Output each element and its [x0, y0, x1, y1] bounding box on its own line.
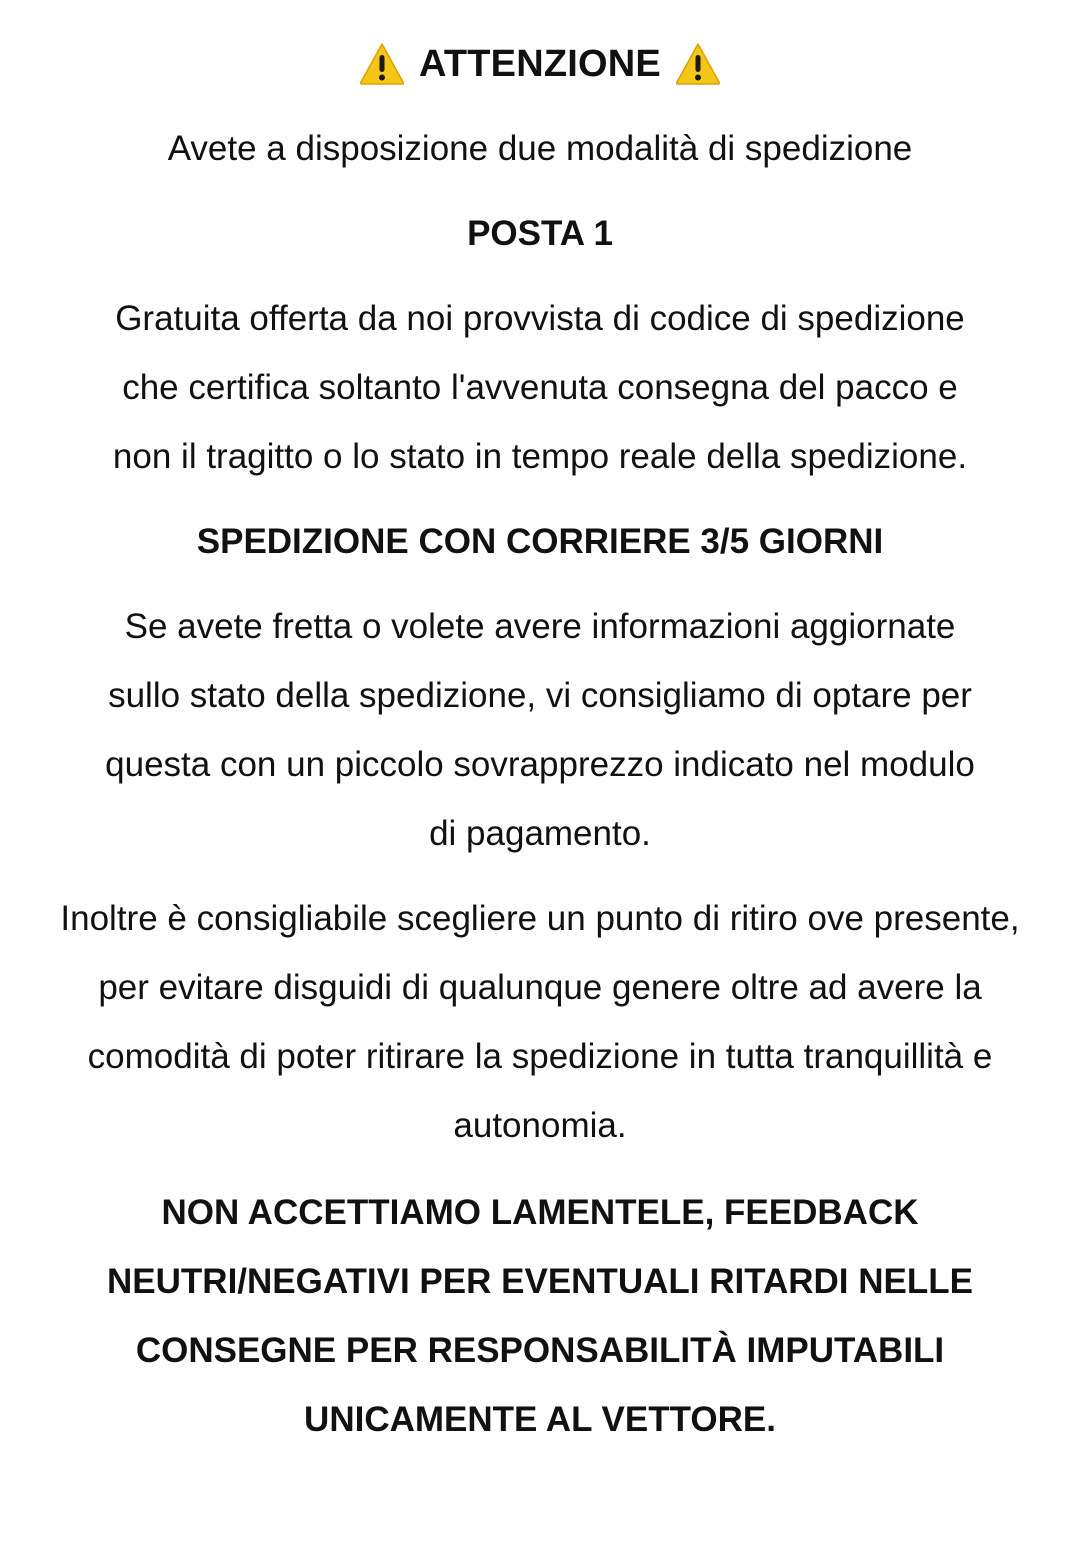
- warning-icon: [675, 41, 721, 87]
- page-title: ATTENZIONE: [419, 42, 661, 85]
- title-row: [0, 40, 1080, 88]
- posta-description: Gratuita offerta da noi provvista di codice di spedizione che certifica soltanto l'avvenuta consegna del pacco e non il tragitto o lo stato in tempo reale della spedizione.: [112, 299, 968, 476]
- posta-heading: POSTA 1: [467, 214, 613, 253]
- pickup-point-text: Inoltre è consigliabile scegliere un punto di ritiro ove presente, per evitare disguidi di qualunque genere oltre ad avere la comodità di poter ritirare la spedizione in tutta tranquillità e autonomia.: [60, 899, 1020, 1145]
- disclaimer-text: NON ACCETTIAMO LAMENTELE, FEEDBACK NEUTRI/NEGATIVI PER EVENTUALI RITARDI NELLE CONSEGNE PER RESPONSABILITÀ IMPUTABILI UNICAMENTE AL VETTORE.: [107, 1193, 973, 1439]
- corriere-description: Se avete fretta o volete avere informazioni aggiornate sullo stato della spedizione, vi consigliamo di optare per questa con un piccolo sovrapprezzo indicato nel modulo di pagamento.: [105, 607, 975, 853]
- corriere-heading: SPEDIZIONE CON CORRIERE 3/5 GIORNI: [196, 522, 884, 561]
- warning-icon: [359, 41, 405, 87]
- intro-text: Avete a disposizione due modalità di spedizione: [167, 129, 913, 168]
